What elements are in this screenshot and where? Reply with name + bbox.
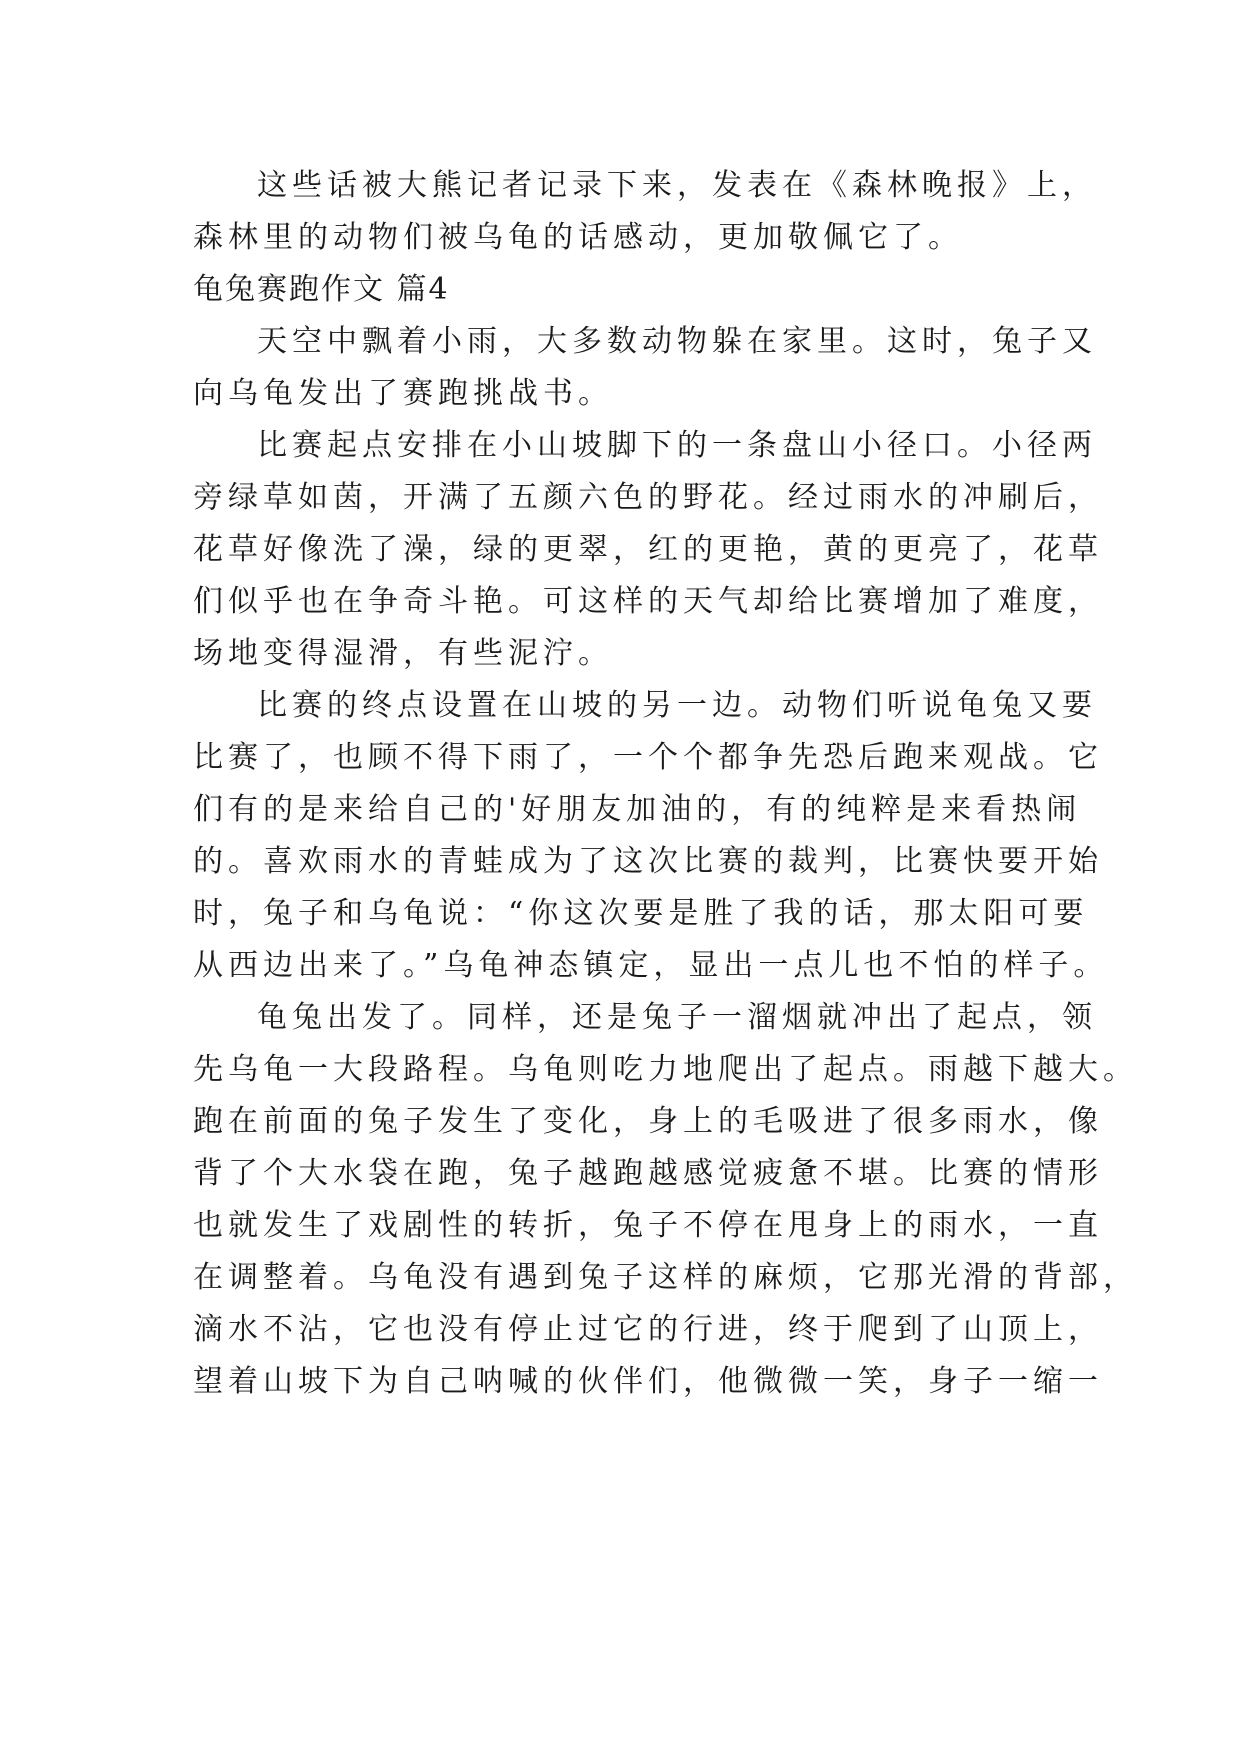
- paragraph-line: 也就发生了戏剧性的转折，兔子不停在甩身上的雨水，一直: [193, 1208, 1103, 1243]
- paragraph-line: 比赛起点安排在小山坡脚下的一条盘山小径口。小径两: [257, 428, 1097, 463]
- paragraph-line: 比赛的终点设置在山坡的另一边。动物们听说龟兔又要: [257, 688, 1097, 723]
- paragraph-line: 这些话被大熊记者记录下来，发表在《森林晚报》上，: [257, 168, 1097, 203]
- paragraph-line: 花草好像洗了澡，绿的更翠，红的更艳，黄的更亮了，花草: [193, 532, 1103, 567]
- paragraph-line: 天空中飘着小雨，大多数动物躲在家里。这时，兔子又: [257, 324, 1097, 359]
- paragraph-line: 比赛了，也顾不得下雨了，一个个都争先恐后跑来观战。它: [193, 740, 1103, 775]
- paragraph-line: 场地变得湿滑，有些泥泞。: [193, 636, 613, 671]
- paragraph-line: 龟兔出发了。同样，还是兔子一溜烟就冲出了起点，领: [257, 1000, 1097, 1035]
- paragraph-line: 从西边出来了。”乌龟神态镇定，显出一点儿也不怕的样子。: [193, 948, 1109, 983]
- paragraph-line: 在调整着。乌龟没有遇到兔子这样的麻烦，它那光滑的背部，: [193, 1260, 1138, 1295]
- paragraph-line: 的。喜欢雨水的青蛙成为了这次比赛的裁判，比赛快要开始: [193, 844, 1103, 879]
- paragraph-line: 滴水不沾，它也没有停止过它的行进，终于爬到了山顶上，: [193, 1312, 1103, 1347]
- paragraph-line: 先乌龟一大段路程。乌龟则吃力地爬出了起点。雨越下越大。: [193, 1052, 1138, 1087]
- paragraph-line: 旁绿草如茵，开满了五颜六色的野花。经过雨水的冲刷后，: [193, 480, 1103, 515]
- paragraph-line: 们有的是来给自己的'好朋友加油的，有的纯粹是来看热闹: [193, 792, 1082, 827]
- section-heading: 龟兔赛跑作文 篇4: [193, 272, 450, 307]
- paragraph-line: 背了个大水袋在跑，兔子越跑越感觉疲惫不堪。比赛的情形: [193, 1156, 1103, 1191]
- paragraph-line: 跑在前面的兔子发生了变化，身上的毛吸进了很多雨水，像: [193, 1104, 1103, 1139]
- paragraph-line: 们似乎也在争奇斗艳。可这样的天气却给比赛增加了难度，: [193, 584, 1103, 619]
- paragraph-line: 望着山坡下为自己呐喊的伙伴们，他微微一笑，身子一缩一: [193, 1364, 1103, 1399]
- document-page: [193, 160, 1138, 1408]
- paragraph-line: 时，兔子和乌龟说：“你这次要是胜了我的话，那太阳可要: [193, 896, 1089, 931]
- paragraph-line: 森林里的动物们被乌龟的话感动，更加敬佩它了。: [193, 220, 963, 255]
- paragraph-line: 向乌龟发出了赛跑挑战书。: [193, 376, 613, 411]
